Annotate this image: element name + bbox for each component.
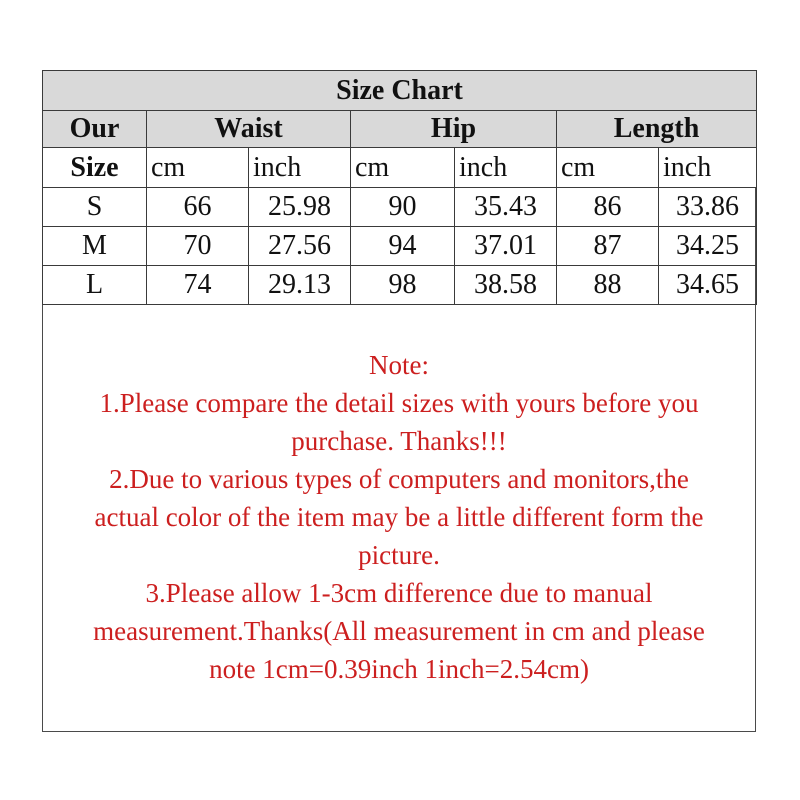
size-header-bottom: Size (43, 148, 147, 188)
note-line: 2.Due to various types of computers and monitors,the (109, 464, 689, 494)
group-header-row (43, 111, 757, 148)
table-cell: 66 (147, 188, 249, 227)
note-line: 1.Please compare the detail sizes with yours before you (99, 388, 699, 418)
table-cell: 29.13 (249, 266, 351, 305)
group-header-length: Length (557, 111, 757, 148)
note-line: purchase. Thanks!!! (291, 426, 507, 456)
table-cell: 74 (147, 266, 249, 305)
title-row (43, 71, 757, 111)
note-block (42, 346, 756, 688)
table-cell: 90 (351, 188, 455, 227)
table-cell: 35.43 (455, 188, 557, 227)
note-line: measurement.Thanks(All measurement in cm and please (93, 616, 705, 646)
table-cell: 94 (351, 227, 455, 266)
unit-cell: inch (659, 148, 757, 188)
note-line: actual color of the item may be a little different form the (94, 502, 704, 532)
group-header-waist: Waist (147, 111, 351, 148)
table-cell: 34.25 (659, 227, 757, 266)
note-heading: Note: (369, 350, 429, 380)
unit-cell: cm (351, 148, 455, 188)
unit-cell: inch (455, 148, 557, 188)
note-line: note 1cm=0.39inch 1inch=2.54cm) (209, 654, 589, 684)
table-title: Size Chart (43, 71, 757, 111)
table-row (43, 266, 757, 305)
table-row (43, 227, 757, 266)
table-cell: 25.98 (249, 188, 351, 227)
table-cell: 88 (557, 266, 659, 305)
note-line: picture. (358, 540, 440, 570)
table-cell: 37.01 (455, 227, 557, 266)
table-cell: 70 (147, 227, 249, 266)
table-cell: 38.58 (455, 266, 557, 305)
table-cell: 27.56 (249, 227, 351, 266)
note-line: 3.Please allow 1-3cm difference due to manual (145, 578, 653, 608)
unit-header-row (43, 148, 757, 188)
size-label: M (43, 227, 147, 266)
size-label: L (43, 266, 147, 305)
table-cell: 34.65 (659, 266, 757, 305)
unit-cell: cm (557, 148, 659, 188)
table-row (43, 188, 757, 227)
table-cell: 87 (557, 227, 659, 266)
table-cell: 86 (557, 188, 659, 227)
table-cell: 33.86 (659, 188, 757, 227)
table-cell: 98 (351, 266, 455, 305)
unit-cell: cm (147, 148, 249, 188)
unit-cell: inch (249, 148, 351, 188)
size-chart-table (42, 70, 757, 305)
group-header-hip: Hip (351, 111, 557, 148)
size-label: S (43, 188, 147, 227)
size-header-top: Our (43, 111, 147, 148)
